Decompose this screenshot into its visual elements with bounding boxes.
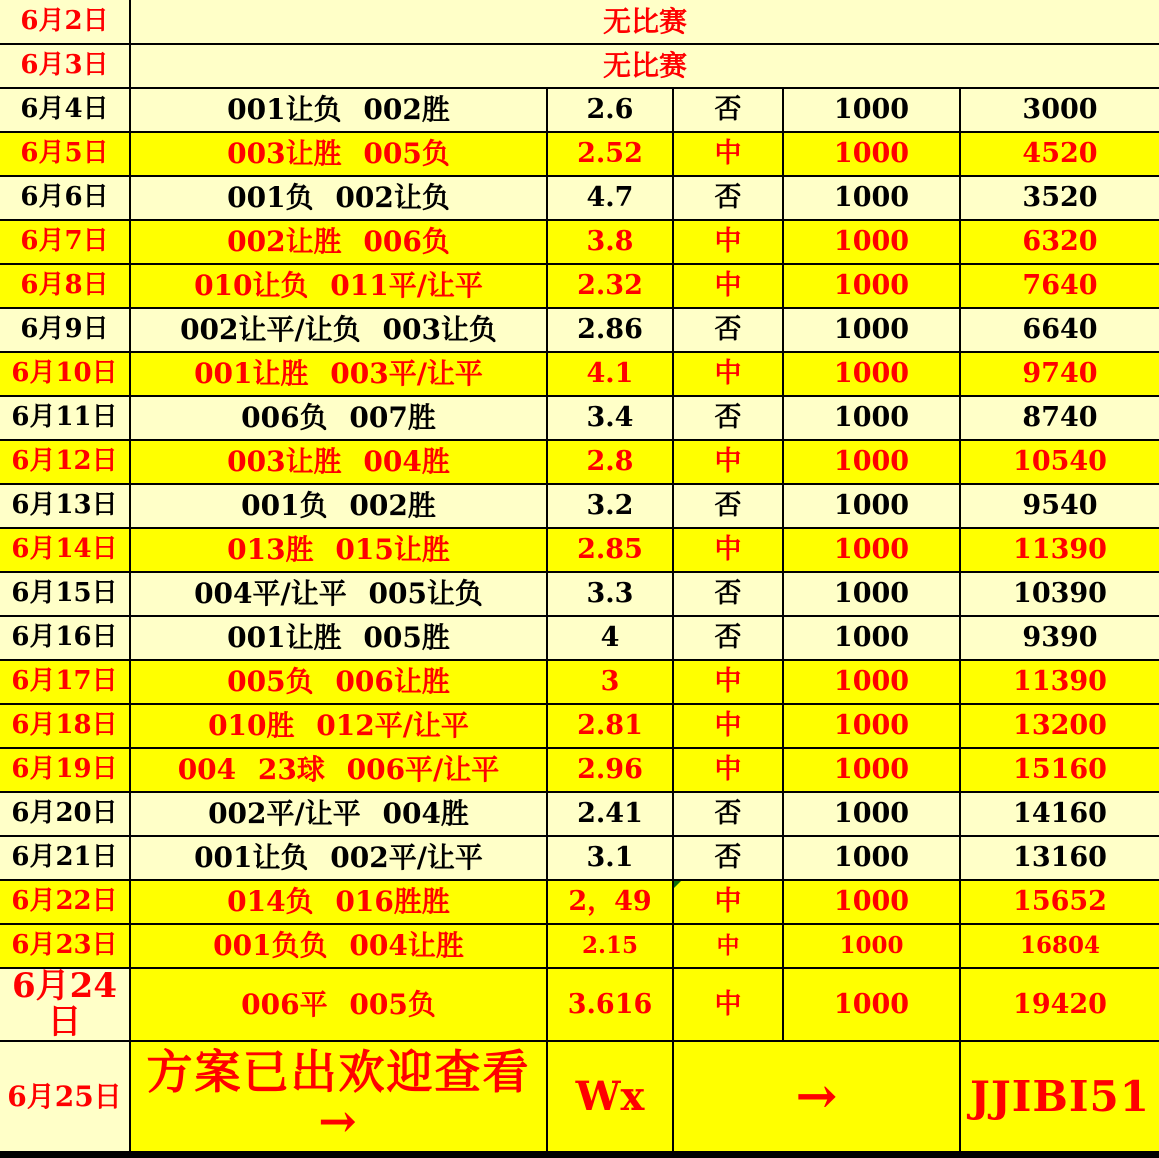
date-cell: 6月9日 xyxy=(0,308,130,352)
total-cell: 19420 xyxy=(960,968,1159,1041)
odds-cell: 4.7 xyxy=(547,176,673,220)
stake-cell: 1000 xyxy=(783,616,960,660)
table-row xyxy=(0,704,1159,748)
result-cell: 否 xyxy=(673,836,783,880)
stake-cell: 1000 xyxy=(783,396,960,440)
date-cell: 6月19日 xyxy=(0,748,130,792)
table-row xyxy=(0,264,1159,308)
total-cell: 15652 xyxy=(960,880,1159,924)
picks-cell: 005负 006让胜 xyxy=(130,660,547,704)
date-cell: 6月2日 xyxy=(0,0,130,44)
result-cell: 中 xyxy=(673,132,783,176)
wx-label-cell: Wx xyxy=(547,1041,673,1154)
odds-cell: 2.81 xyxy=(547,704,673,748)
odds-cell: 2.85 xyxy=(547,528,673,572)
stake-cell: 1000 xyxy=(783,924,960,968)
odds-cell: 2.86 xyxy=(547,308,673,352)
odds-cell: 2.8 xyxy=(547,440,673,484)
stake-cell: 1000 xyxy=(783,968,960,1041)
total-cell: 8740 xyxy=(960,396,1159,440)
picks-cell: 001让胜 003平/让平 xyxy=(130,352,547,396)
odds-cell: 4 xyxy=(547,616,673,660)
date-cell: 6月15日 xyxy=(0,572,130,616)
odds-cell: 3.2 xyxy=(547,484,673,528)
picks-cell: 004 23球 006平/让平 xyxy=(130,748,547,792)
stake-cell: 1000 xyxy=(783,88,960,132)
stake-cell: 1000 xyxy=(783,836,960,880)
picks-cell: 010让负 011平/让平 xyxy=(130,264,547,308)
result-cell: 中 xyxy=(673,440,783,484)
odds-cell: 4.1 xyxy=(547,352,673,396)
result-cell: 否 xyxy=(673,396,783,440)
picks-cell: 010胜 012平/让平 xyxy=(130,704,547,748)
contact-code-cell: JJIBI51 xyxy=(960,1041,1159,1154)
table-row xyxy=(0,880,1159,924)
table-row xyxy=(0,616,1159,660)
date-cell: 6月10日 xyxy=(0,352,130,396)
table-row xyxy=(0,352,1159,396)
total-cell: 15160 xyxy=(960,748,1159,792)
table-row xyxy=(0,528,1159,572)
table-row xyxy=(0,968,1159,1041)
odds-cell: 2.52 xyxy=(547,132,673,176)
picks-cell: 001让胜 005胜 xyxy=(130,616,547,660)
picks-cell: 002让胜 006负 xyxy=(130,220,547,264)
picks-cell: 001让负 002胜 xyxy=(130,88,547,132)
result-cell: 否 xyxy=(673,484,783,528)
picks-cell: 006平 005负 xyxy=(130,968,547,1041)
picks-cell: 014负 016胜胜 xyxy=(130,880,547,924)
table-row xyxy=(0,572,1159,616)
total-cell: 4520 xyxy=(960,132,1159,176)
date-cell: 6月23日 xyxy=(0,924,130,968)
stake-cell: 1000 xyxy=(783,352,960,396)
odds-cell: 3.4 xyxy=(547,396,673,440)
total-cell: 11390 xyxy=(960,660,1159,704)
stake-cell: 1000 xyxy=(783,528,960,572)
stake-cell: 1000 xyxy=(783,792,960,836)
result-cell: 中 xyxy=(673,968,783,1041)
picks-cell: 002让平/让负 003让负 xyxy=(130,308,547,352)
date-cell: 6月13日 xyxy=(0,484,130,528)
odds-cell: 2.41 xyxy=(547,792,673,836)
picks-cell: 001负 002让负 xyxy=(130,176,547,220)
table-row xyxy=(0,1041,1159,1154)
result-cell: 中 xyxy=(673,528,783,572)
no-match-cell: 无比赛 xyxy=(130,44,1159,88)
table-row xyxy=(0,44,1159,88)
result-cell: 中 xyxy=(673,924,783,968)
stake-cell: 1000 xyxy=(783,660,960,704)
table-row xyxy=(0,132,1159,176)
total-cell: 11390 xyxy=(960,528,1159,572)
total-cell: 10390 xyxy=(960,572,1159,616)
table-row xyxy=(0,836,1159,880)
odds-cell: 3.616 xyxy=(547,968,673,1041)
date-cell: 6月4日 xyxy=(0,88,130,132)
date-cell: 6月21日 xyxy=(0,836,130,880)
date-cell: 6月3日 xyxy=(0,44,130,88)
date-cell: 6月24日 xyxy=(0,968,130,1041)
picks-cell: 003让胜 004胜 xyxy=(130,440,547,484)
odds-cell: 3.8 xyxy=(547,220,673,264)
date-cell: 6月18日 xyxy=(0,704,130,748)
table-row xyxy=(0,440,1159,484)
total-cell: 10540 xyxy=(960,440,1159,484)
result-cell: 中 xyxy=(673,704,783,748)
comment-marker-icon xyxy=(674,881,681,888)
picks-cell: 003让胜 005负 xyxy=(130,132,547,176)
result-cell: 否 xyxy=(673,88,783,132)
date-cell: 6月20日 xyxy=(0,792,130,836)
stake-cell: 1000 xyxy=(783,704,960,748)
date-cell: 6月5日 xyxy=(0,132,130,176)
result-cell: 中 xyxy=(673,352,783,396)
result-cell: 否 xyxy=(673,616,783,660)
odds-cell: 2.15 xyxy=(547,924,673,968)
date-cell: 6月16日 xyxy=(0,616,130,660)
table-row xyxy=(0,660,1159,704)
stake-cell: 1000 xyxy=(783,880,960,924)
total-cell: 14160 xyxy=(960,792,1159,836)
result-cell: 中 xyxy=(673,880,783,924)
total-cell: 6320 xyxy=(960,220,1159,264)
odds-cell: 2.96 xyxy=(547,748,673,792)
date-cell: 6月14日 xyxy=(0,528,130,572)
table-row xyxy=(0,748,1159,792)
table-row xyxy=(0,176,1159,220)
promo-message-cell: 方案已出欢迎查看→ xyxy=(130,1041,547,1154)
picks-cell: 001让负 002平/让平 xyxy=(130,836,547,880)
result-cell: 中 xyxy=(673,660,783,704)
result-cell: 中 xyxy=(673,748,783,792)
table-row xyxy=(0,220,1159,264)
table-row xyxy=(0,484,1159,528)
result-cell: 否 xyxy=(673,572,783,616)
picks-cell: 001负负 004让胜 xyxy=(130,924,547,968)
stake-cell: 1000 xyxy=(783,176,960,220)
odds-cell: 2，49 xyxy=(547,880,673,924)
date-cell: 6月22日 xyxy=(0,880,130,924)
date-cell: 6月6日 xyxy=(0,176,130,220)
table-row xyxy=(0,924,1159,968)
picks-cell: 006负 007胜 xyxy=(130,396,547,440)
table-row xyxy=(0,88,1159,132)
date-cell: 6月17日 xyxy=(0,660,130,704)
stake-cell: 1000 xyxy=(783,308,960,352)
date-cell: 6月12日 xyxy=(0,440,130,484)
picks-cell: 004平/让平 005让负 xyxy=(130,572,547,616)
total-cell: 9540 xyxy=(960,484,1159,528)
picks-cell: 013胜 015让胜 xyxy=(130,528,547,572)
table-row xyxy=(0,308,1159,352)
table-row xyxy=(0,792,1159,836)
odds-cell: 3.1 xyxy=(547,836,673,880)
table-row xyxy=(0,0,1159,44)
arrow-cell: → xyxy=(673,1041,960,1154)
total-cell: 13160 xyxy=(960,836,1159,880)
total-cell: 13200 xyxy=(960,704,1159,748)
picks-cell: 001负 002胜 xyxy=(130,484,547,528)
no-match-cell: 无比赛 xyxy=(130,0,1159,44)
date-cell: 6月11日 xyxy=(0,396,130,440)
stake-cell: 1000 xyxy=(783,484,960,528)
stake-cell: 1000 xyxy=(783,748,960,792)
table-row xyxy=(0,396,1159,440)
odds-cell: 3 xyxy=(547,660,673,704)
odds-cell: 2.32 xyxy=(547,264,673,308)
stake-cell: 1000 xyxy=(783,572,960,616)
total-cell: 3520 xyxy=(960,176,1159,220)
date-cell: 6月25日 xyxy=(0,1041,130,1154)
odds-cell: 2.6 xyxy=(547,88,673,132)
result-cell: 中 xyxy=(673,220,783,264)
total-cell: 9740 xyxy=(960,352,1159,396)
result-cell: 否 xyxy=(673,792,783,836)
date-cell: 6月7日 xyxy=(0,220,130,264)
result-cell: 否 xyxy=(673,308,783,352)
stake-cell: 1000 xyxy=(783,264,960,308)
picks-cell: 002平/让平 004胜 xyxy=(130,792,547,836)
date-cell: 6月8日 xyxy=(0,264,130,308)
total-cell: 16804 xyxy=(960,924,1159,968)
result-cell: 否 xyxy=(673,176,783,220)
total-cell: 6640 xyxy=(960,308,1159,352)
stake-cell: 1000 xyxy=(783,220,960,264)
total-cell: 9390 xyxy=(960,616,1159,660)
total-cell: 3000 xyxy=(960,88,1159,132)
total-cell: 7640 xyxy=(960,264,1159,308)
stake-cell: 1000 xyxy=(783,440,960,484)
stake-cell: 1000 xyxy=(783,132,960,176)
result-cell: 中 xyxy=(673,264,783,308)
odds-cell: 3.3 xyxy=(547,572,673,616)
